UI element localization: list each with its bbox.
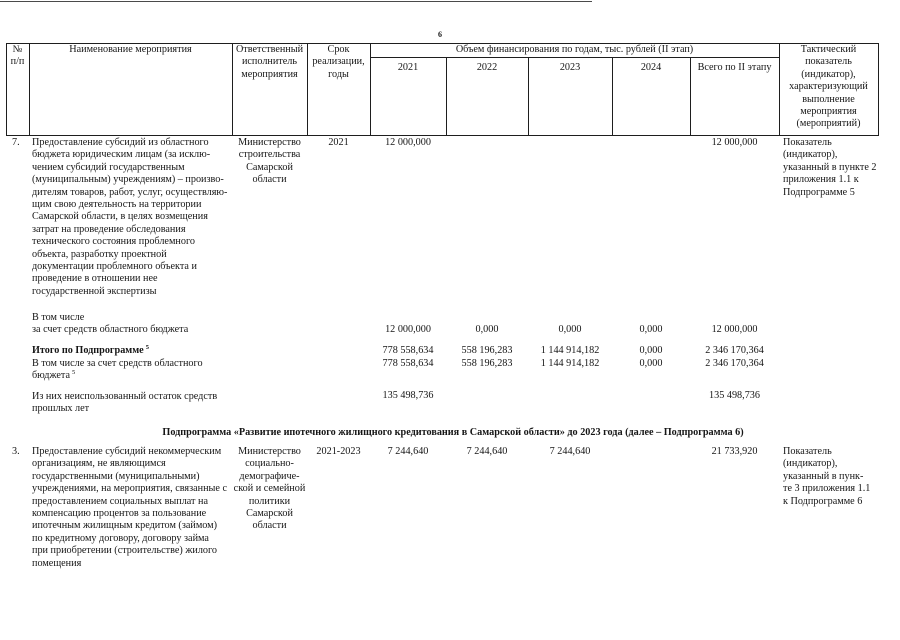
header-column-rule bbox=[878, 43, 879, 136]
scan-edge-line bbox=[0, 1, 592, 2]
value-2023: 0,000 bbox=[558, 324, 582, 336]
measure-name: Предоставление субсидий некоммерческим организациям, не являющимся государственными (муниципальными) учреждениями, на мероприятия, связанные с предоставлением социальных выплат на компенсацию процентов за пользование ипотечным жилищным кредитом (займом) по кредитному договору, договору займа при приобретении (строительстве) жилого помещения bbox=[32, 446, 227, 569]
header-year-2024: 2024 bbox=[640, 62, 662, 73]
header-responsible-label: Ответственный исполнитель мероприятия bbox=[235, 44, 304, 80]
value-2021: 778 558,634 bbox=[382, 358, 434, 369]
value-2022: 558 196,283 bbox=[461, 358, 513, 369]
value-2023: 7 244,640 bbox=[549, 446, 591, 457]
header-number-label: № п/п bbox=[10, 44, 25, 68]
value-2024: 0,000 bbox=[639, 324, 663, 336]
header-bottom-rule bbox=[6, 135, 879, 136]
value-total: 21 733,920 bbox=[711, 446, 758, 457]
header-indicator-label: Тактический показатель (индикатор), характеризующий выполнение мероприятия (мероприятий) bbox=[789, 44, 868, 130]
value-total: 2 346 170,364 bbox=[705, 345, 764, 356]
value-total: 2 346 170,364 bbox=[705, 358, 764, 369]
value-2021: 778 558,634 bbox=[382, 345, 434, 356]
value-2021: 7 244,640 bbox=[387, 446, 429, 457]
header-year-2023: 2023 bbox=[559, 62, 581, 73]
measure-name: Предоставление субсидий из областного бюджета юридическим лицам (за исклю- чением субсидий государственным (муниципальным) учреждениям) – произво- дителям товаров, работ, услуг, осуществляю- щим свою деятельность на территории Самарской области, в целях возмещения затрат на проведение обследования технического состояния проблемного объекта, разработку проектной документации проблемного объекта и проведение в отношении нее государственной экспертизы bbox=[32, 137, 228, 297]
footnote-marker: 5 bbox=[145, 344, 149, 351]
page-number: 6 bbox=[438, 30, 442, 39]
row-number: 3. bbox=[12, 446, 20, 457]
subprogram-total-text: Итого по Подпрограмме bbox=[32, 345, 144, 356]
funding-subheader-rule bbox=[370, 57, 779, 58]
value-2021: 135 498,736 bbox=[382, 390, 434, 401]
value-2023: 1 144 914,182 bbox=[540, 345, 600, 356]
subprogram-section-title: Подпрограмма «Развитие ипотечного жилищного кредитования в Самарской области» до 2023 года (далее – Подпрограмма 6) bbox=[162, 427, 744, 438]
header-year-2022: 2022 bbox=[476, 62, 498, 73]
subprogram-total-label bbox=[32, 345, 149, 357]
footnote-marker: 5 bbox=[71, 369, 76, 377]
value-2022: 0,000 bbox=[475, 324, 499, 336]
indicator-text: Показатель (индикатор), указанный в пункте 2 приложения 1.1 к Подпрограмме 5 bbox=[783, 137, 877, 198]
value-total: 135 498,736 bbox=[709, 390, 760, 401]
header-term-label: Срок реализации, годы bbox=[312, 44, 365, 80]
row-number: 7. bbox=[12, 137, 20, 148]
implementation-term: 2021 bbox=[328, 137, 349, 148]
header-column-rule bbox=[29, 43, 30, 136]
including-label: В том числе за счет средств областного бюджета bbox=[32, 312, 189, 336]
header-column-rule bbox=[370, 43, 371, 136]
value-2024: 0,000 bbox=[639, 358, 663, 369]
header-year-2021: 2021 bbox=[397, 62, 419, 73]
value-2024: 0,000 bbox=[639, 345, 663, 356]
total-regional-text: В том числе за счет средств областного бюджета bbox=[32, 358, 203, 382]
value-2023: 1 144 914,182 bbox=[540, 358, 600, 369]
responsible-executor: Министерство социально- демографиче- ской и семейной политики Самарской области bbox=[233, 446, 306, 532]
implementation-term: 2021-2023 bbox=[316, 446, 361, 457]
value-total: 12 000,000 bbox=[711, 324, 758, 336]
header-funding-label: Объем финансирования по годам, тыс. рублей (II этап) bbox=[455, 44, 694, 55]
total-regional-label bbox=[32, 358, 203, 383]
value-2022: 7 244,640 bbox=[466, 446, 508, 457]
value-total: 12 000,000 bbox=[711, 137, 758, 148]
responsible-executor: Министерство строительства Самарской области bbox=[238, 137, 301, 186]
value-2021: 12 000,000 bbox=[385, 324, 431, 336]
value-2021: 12 000,000 bbox=[385, 137, 431, 148]
indicator-text: Показатель (индикатор), указанный в пунк- те 3 приложения 1.1 к Подпрограмме 6 bbox=[783, 446, 871, 507]
header-name-label: Наименование мероприятия bbox=[69, 44, 192, 55]
value-2022: 558 196,283 bbox=[461, 345, 513, 356]
header-total-label: Всего по II этапу bbox=[697, 62, 772, 73]
unused-balance-label: Из них неиспользованный остаток средств прошлых лет bbox=[32, 391, 218, 415]
